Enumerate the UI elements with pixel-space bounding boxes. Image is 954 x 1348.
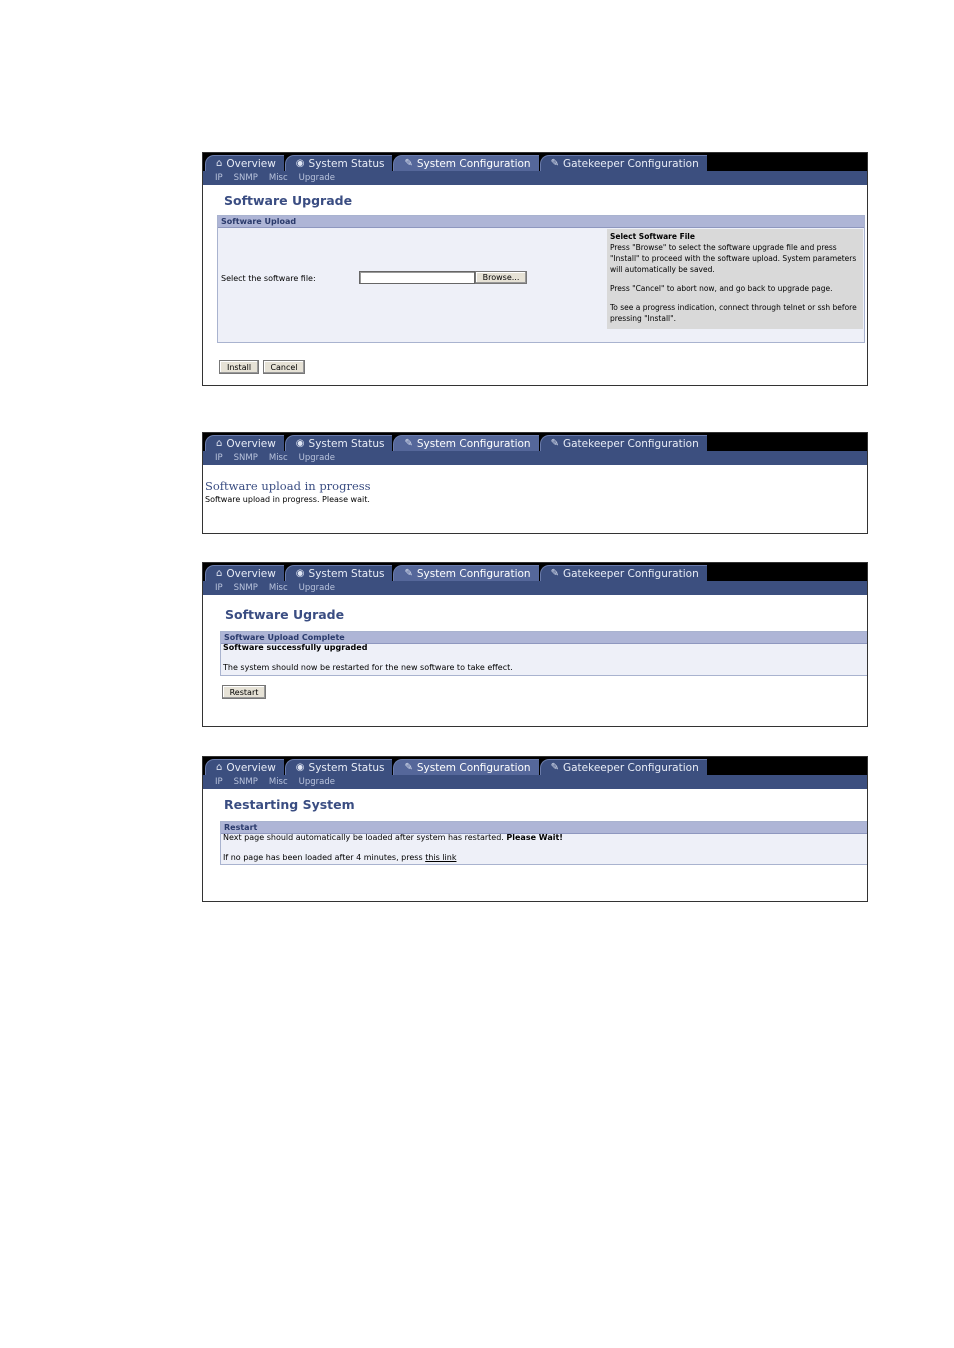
- please-wait-text: Please Wait!: [506, 833, 563, 842]
- wrench-icon: ✎: [550, 158, 559, 169]
- tab-overview[interactable]: [205, 759, 284, 775]
- this-link[interactable]: this link: [425, 853, 457, 862]
- tab-bar: [203, 563, 867, 581]
- gauge-icon: ◉: [295, 568, 305, 579]
- help-text-2: Press "Cancel" to abort now, and go back to upgrade page.: [610, 284, 833, 293]
- subnav-upgrade[interactable]: Upgrade: [298, 777, 336, 787]
- tab-label: Gatekeeper Configuration: [562, 567, 699, 580]
- tab-label: System Status: [308, 437, 385, 450]
- tab-label: System Configuration: [416, 567, 531, 580]
- restart-text: Next page should automatically be loaded after system has restarted.: [223, 833, 504, 842]
- subnav-upgrade[interactable]: Upgrade: [298, 173, 336, 183]
- tab-label: Gatekeeper Configuration: [562, 157, 699, 170]
- restart-line-2: [223, 853, 456, 862]
- house-icon: ⌂: [216, 158, 223, 169]
- house-icon: ⌂: [216, 438, 223, 449]
- tab-label: System Configuration: [416, 157, 531, 170]
- tab-bar: [203, 153, 867, 171]
- gauge-icon: ◉: [295, 762, 305, 773]
- subnav-snmp[interactable]: SNMP: [233, 583, 258, 593]
- wrench-icon: ✎: [404, 158, 413, 169]
- tab-label: Gatekeeper Configuration: [562, 437, 699, 450]
- tab-gatekeeper-configuration[interactable]: [540, 565, 707, 581]
- subnav-ip[interactable]: IP: [215, 777, 223, 787]
- upload-panel: [217, 215, 865, 343]
- tab-label: System Configuration: [416, 437, 531, 450]
- gauge-icon: ◉: [295, 438, 305, 449]
- tab-system-status[interactable]: [285, 565, 393, 581]
- progress-message: Software upload in progress. Please wait.: [205, 495, 370, 504]
- tab-label: System Status: [308, 761, 385, 774]
- restart-line-1: [223, 833, 563, 842]
- help-text-1: Press "Browse" to select the software upgrade file and press "Install" to proceed with the software upload. System parameters will automatically be saved.: [610, 243, 857, 274]
- sub-navigation: [203, 171, 867, 185]
- tab-label: Overview: [226, 761, 276, 774]
- tab-bar: [203, 757, 867, 775]
- tab-label: Overview: [226, 567, 276, 580]
- page-title: Software Upgrade: [224, 193, 353, 208]
- page-title: Software Ugrade: [225, 607, 345, 622]
- tab-overview[interactable]: [205, 435, 284, 451]
- gauge-icon: ◉: [295, 158, 305, 169]
- subnav-misc[interactable]: Misc: [268, 583, 288, 593]
- tab-gatekeeper-configuration[interactable]: [540, 435, 707, 451]
- tab-bar: [203, 433, 867, 451]
- sub-navigation: [203, 775, 867, 789]
- tab-system-configuration[interactable]: [393, 435, 538, 451]
- help-box: [607, 229, 863, 329]
- tab-gatekeeper-configuration[interactable]: [540, 759, 707, 775]
- subnav-ip[interactable]: IP: [215, 583, 223, 593]
- tab-overview[interactable]: [205, 155, 284, 171]
- sub-navigation: [203, 581, 867, 595]
- wrench-icon: ✎: [550, 762, 559, 773]
- file-label: Select the software file:: [221, 274, 316, 283]
- tab-system-configuration[interactable]: [393, 565, 538, 581]
- file-input[interactable]: [359, 271, 475, 284]
- tab-system-status[interactable]: [285, 435, 393, 451]
- sub-navigation: [203, 451, 867, 465]
- house-icon: ⌂: [216, 762, 223, 773]
- screenshot-upload-progress: [202, 432, 868, 534]
- wrench-icon: ✎: [404, 438, 413, 449]
- tab-label: System Status: [308, 567, 385, 580]
- help-text-3: To see a progress indication, connect through telnet or ssh before pressing "Install".: [610, 303, 857, 323]
- subnav-upgrade[interactable]: Upgrade: [298, 453, 336, 463]
- tab-gatekeeper-configuration[interactable]: [540, 155, 707, 171]
- tab-label: Overview: [226, 157, 276, 170]
- panel-title: Restart: [221, 822, 867, 834]
- status-text: Software successfully upgraded: [223, 643, 368, 652]
- wrench-icon: ✎: [550, 438, 559, 449]
- wrench-icon: ✎: [550, 568, 559, 579]
- wrench-icon: ✎: [404, 568, 413, 579]
- complete-panel: [220, 631, 868, 676]
- page-title: Restarting System: [224, 797, 355, 812]
- subnav-ip[interactable]: IP: [215, 453, 223, 463]
- subnav-upgrade[interactable]: Upgrade: [298, 583, 336, 593]
- restart-button[interactable]: Restart: [222, 685, 266, 699]
- tab-label: System Configuration: [416, 761, 531, 774]
- tab-system-configuration[interactable]: [393, 759, 538, 775]
- fallback-text: If no page has been loaded after 4 minutes, press: [223, 853, 423, 862]
- tab-label: System Status: [308, 157, 385, 170]
- tab-label: Gatekeeper Configuration: [562, 761, 699, 774]
- page-title: Software upload in progress: [205, 479, 371, 493]
- help-title: Select Software File: [610, 232, 695, 241]
- subnav-snmp[interactable]: SNMP: [233, 777, 258, 787]
- screenshot-upload-complete: [202, 562, 868, 727]
- tab-system-status[interactable]: [285, 759, 393, 775]
- tab-system-configuration[interactable]: [393, 155, 538, 171]
- restart-panel: [220, 821, 868, 865]
- restart-notice: The system should now be restarted for the new software to take effect.: [223, 663, 513, 672]
- tab-system-status[interactable]: [285, 155, 393, 171]
- wrench-icon: ✎: [404, 762, 413, 773]
- subnav-misc[interactable]: Misc: [268, 453, 288, 463]
- subnav-misc[interactable]: Misc: [268, 777, 288, 787]
- subnav-snmp[interactable]: SNMP: [233, 453, 258, 463]
- panel-title: Software Upload: [218, 216, 864, 228]
- screenshot-restarting-system: [202, 756, 868, 902]
- house-icon: ⌂: [216, 568, 223, 579]
- install-button[interactable]: Install: [219, 360, 259, 374]
- tab-label: Overview: [226, 437, 276, 450]
- cancel-button[interactable]: Cancel: [263, 360, 305, 374]
- subnav-misc[interactable]: Misc: [268, 173, 288, 183]
- tab-overview[interactable]: [205, 565, 284, 581]
- browse-button[interactable]: Browse...: [475, 271, 527, 284]
- subnav-ip[interactable]: IP: [215, 173, 223, 183]
- subnav-snmp[interactable]: SNMP: [233, 173, 258, 183]
- screenshot-software-upgrade: [202, 152, 868, 386]
- panel-title: Software Upload Complete: [221, 632, 867, 644]
